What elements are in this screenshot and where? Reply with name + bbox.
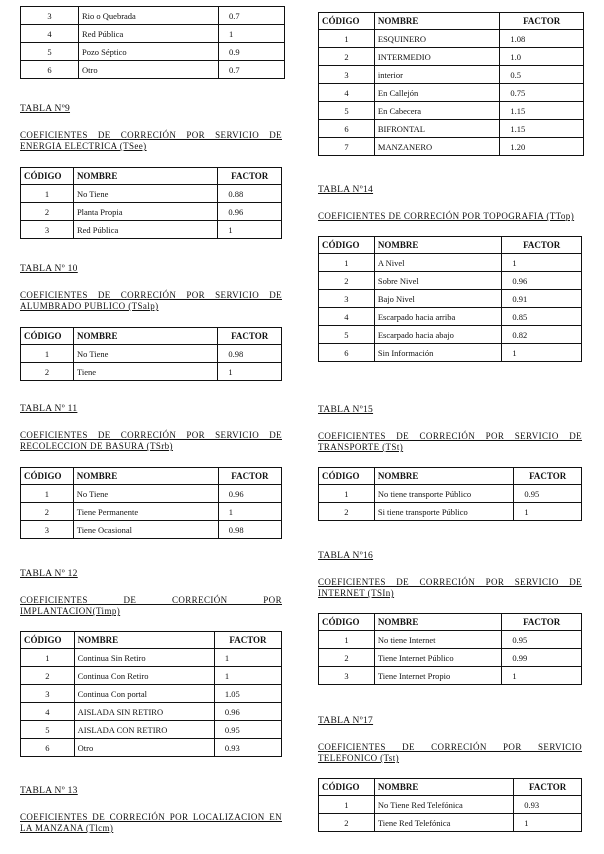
cell-name: Otro — [74, 739, 214, 757]
cell-name: Sobre Nivel — [374, 272, 502, 290]
table-15-section — [318, 405, 582, 521]
table-12 — [20, 631, 282, 757]
cell-name: No Tiene — [73, 485, 218, 503]
cell-code: 1 — [319, 796, 375, 814]
cell-code: 2 — [319, 503, 375, 521]
header-factor: FACTOR — [218, 468, 281, 485]
cell-name: Pozo Séptico — [79, 43, 219, 61]
table-16-section — [318, 551, 582, 685]
table-15 — [318, 467, 582, 521]
table-row — [319, 290, 582, 308]
header-code: CÓDIGO — [319, 614, 375, 631]
table-13 — [318, 12, 584, 156]
cell-code: 3 — [319, 667, 375, 685]
cell-name: ESQUINERO — [374, 30, 499, 48]
table-body — [21, 185, 282, 239]
table-row — [319, 120, 584, 138]
table-row — [21, 667, 282, 685]
table-body — [319, 631, 582, 685]
table-15-title: TABLA Nº15 — [318, 405, 374, 415]
table-16-description: COEFICIENTES DE CORRECIÓN POR SERVICIO DE INTERNET (TSIn) — [318, 577, 582, 598]
header-factor: FACTOR — [502, 614, 582, 631]
header-name: NOMBRE — [374, 614, 502, 631]
table-17 — [318, 778, 582, 832]
table-row — [21, 61, 285, 79]
table-body — [319, 796, 582, 832]
table-body — [21, 649, 282, 757]
table-row — [21, 203, 282, 221]
cell-code: 4 — [21, 703, 75, 721]
cell-factor: 1 — [502, 344, 582, 362]
table-header-row — [21, 168, 282, 185]
table-8-tail-block — [20, 6, 285, 79]
header-factor: FACTOR — [502, 237, 582, 254]
table-16 — [318, 613, 582, 685]
cell-factor: 0.99 — [502, 649, 582, 667]
cell-code: 5 — [319, 102, 375, 120]
cell-code: 1 — [21, 649, 75, 667]
cell-name: AISLADA SIN RETIRO — [74, 703, 214, 721]
cell-name: No tiene transporte Público — [374, 485, 513, 503]
table-row — [319, 102, 584, 120]
cell-factor: 0.96 — [218, 485, 281, 503]
header-name: NOMBRE — [73, 328, 217, 345]
table-9 — [20, 167, 282, 239]
table-9-section — [20, 104, 282, 239]
table-17-description: COEFICIENTES DE CORRECIÓN POR SERVICIO TELEFONICO (Tst) — [318, 742, 582, 763]
cell-factor: 0.75 — [500, 84, 584, 102]
cell-factor: 0.93 — [514, 796, 582, 814]
cell-code: 4 — [319, 308, 375, 326]
header-name: NOMBRE — [374, 468, 513, 485]
cell-name: Bajo Nivel — [374, 290, 502, 308]
table-header-row — [21, 632, 282, 649]
cell-factor: 1.20 — [500, 138, 584, 156]
table-14-title: TABLA Nº14 — [318, 185, 374, 195]
cell-name: No Tiene Red Telefónica — [374, 796, 513, 814]
table-10-section — [20, 264, 282, 381]
cell-factor: 1 — [514, 503, 582, 521]
header-code: CÓDIGO — [319, 13, 375, 30]
table-row — [319, 631, 582, 649]
table-row — [21, 703, 282, 721]
table-body — [319, 485, 582, 521]
cell-factor: 0.88 — [218, 185, 282, 203]
table-row — [21, 685, 282, 703]
cell-code: 5 — [21, 721, 75, 739]
cell-name: Tiene Permanente — [73, 503, 218, 521]
table-row — [319, 308, 582, 326]
cell-factor: 0.95 — [514, 485, 582, 503]
cell-name: MANZANERO — [374, 138, 499, 156]
cell-code: 4 — [21, 25, 79, 43]
table-row — [319, 667, 582, 685]
cell-name: Sin Información — [374, 344, 502, 362]
table-header-row — [21, 328, 282, 345]
cell-name: Escarpado hacia abajo — [374, 326, 502, 344]
cell-name: Tiene Red Telefónica — [374, 814, 513, 832]
cell-factor: 1.15 — [500, 120, 584, 138]
cell-name: Escarpado hacia arriba — [374, 308, 502, 326]
table-row — [319, 485, 582, 503]
table-12-section — [20, 569, 282, 757]
table-row — [21, 363, 282, 381]
cell-code: 6 — [21, 61, 79, 79]
table-14 — [318, 236, 582, 362]
header-code: CÓDIGO — [21, 168, 74, 185]
cell-name: En Cabecera — [374, 102, 499, 120]
cell-code: 2 — [21, 203, 74, 221]
cell-factor: 1.15 — [500, 102, 584, 120]
table-13-section — [20, 786, 282, 834]
cell-name: Tiene Ocasional — [73, 521, 218, 539]
cell-code: 1 — [319, 485, 375, 503]
cell-name: Otro — [79, 61, 219, 79]
table-body — [319, 254, 582, 362]
cell-name: Continua Con Retiro — [74, 667, 214, 685]
cell-name: Planta Propia — [73, 203, 217, 221]
header-factor: FACTOR — [214, 632, 281, 649]
table-12-title: TABLA Nº 12 — [20, 569, 78, 579]
table-16-title: TABLA Nº16 — [318, 551, 374, 561]
table-row — [319, 796, 582, 814]
cell-code: 3 — [21, 221, 74, 239]
header-factor: FACTOR — [218, 168, 282, 185]
cell-code: 2 — [319, 48, 375, 66]
header-name: NOMBRE — [73, 468, 218, 485]
cell-code: 3 — [21, 685, 75, 703]
table-row — [319, 503, 582, 521]
header-code: CÓDIGO — [319, 468, 375, 485]
header-factor: FACTOR — [500, 13, 584, 30]
table-11-title: TABLA Nº 11 — [20, 404, 78, 414]
cell-factor: 0.96 — [218, 203, 282, 221]
cell-code: 3 — [319, 66, 375, 84]
table-row — [21, 7, 285, 25]
header-name: NOMBRE — [74, 632, 214, 649]
table-row — [319, 272, 582, 290]
cell-name: No tiene Internet — [374, 631, 502, 649]
table-row — [21, 485, 282, 503]
header-name: NOMBRE — [374, 13, 499, 30]
header-name: NOMBRE — [374, 779, 513, 796]
cell-code: 1 — [319, 30, 375, 48]
header-factor: FACTOR — [218, 328, 282, 345]
cell-name: No Tiene — [73, 185, 217, 203]
header-code: CÓDIGO — [21, 632, 75, 649]
cell-factor: 1 — [219, 25, 285, 43]
cell-factor: 0.91 — [502, 290, 582, 308]
table-10-description: COEFICIENTES DE CORRECIÓN POR SERVICIO DE ALUMBRADO PUBLICO (TSalp) — [20, 290, 282, 311]
cell-name: interior — [374, 66, 499, 84]
table-body — [21, 485, 282, 539]
table-row — [21, 345, 282, 363]
table-15-description: COEFICIENTES DE CORRECIÓN POR SERVICIO DE TRANSPORTE (TSt) — [318, 431, 582, 452]
table-row — [21, 649, 282, 667]
cell-code: 7 — [319, 138, 375, 156]
cell-factor: 0.96 — [214, 703, 281, 721]
cell-code: 2 — [21, 667, 75, 685]
cell-code: 1 — [319, 254, 375, 272]
table-row — [319, 48, 584, 66]
cell-factor: 0.7 — [219, 7, 285, 25]
cell-code: 2 — [21, 363, 74, 381]
table-14-description: COEFICIENTES DE CORRECIÓN POR TOPOGRAFIA (TTop) — [318, 211, 575, 221]
table-17-section — [318, 716, 582, 832]
table-13-block — [318, 12, 584, 156]
header-name: NOMBRE — [73, 168, 217, 185]
table-row — [21, 185, 282, 203]
cell-name: No Tiene — [73, 345, 217, 363]
cell-factor: 0.5 — [500, 66, 584, 84]
table-row — [319, 649, 582, 667]
cell-code: 2 — [319, 814, 375, 832]
header-code: CÓDIGO — [21, 328, 74, 345]
cell-name: Continua Con portal — [74, 685, 214, 703]
header-code: CÓDIGO — [21, 468, 74, 485]
table-13-description: COEFICIENTES DE CORRECIÓN POR LOCALIZACION EN LA MANZANA (Tlcm) — [20, 812, 282, 833]
table-header-row — [21, 468, 282, 485]
cell-factor: 0.85 — [502, 308, 582, 326]
table-header-row — [319, 779, 582, 796]
table-row — [319, 84, 584, 102]
cell-name: Rio o Quebrada — [79, 7, 219, 25]
cell-factor: 1.08 — [500, 30, 584, 48]
cell-factor: 1 — [218, 363, 282, 381]
cell-code: 1 — [21, 345, 74, 363]
table-11-description: COEFICIENTES DE CORRECIÓN POR SERVICIO DE RECOLECCION DE BASURA (TSrb) — [20, 430, 282, 451]
header-code: CÓDIGO — [319, 779, 375, 796]
header-name: NOMBRE — [374, 237, 502, 254]
cell-code: 3 — [21, 7, 79, 25]
table-14-section — [318, 185, 582, 362]
table-row — [21, 739, 282, 757]
cell-factor: 0.98 — [218, 521, 281, 539]
table-11 — [20, 467, 282, 539]
cell-code: 6 — [21, 739, 75, 757]
table-10 — [20, 327, 282, 381]
table-row — [319, 254, 582, 272]
table-row — [21, 521, 282, 539]
cell-factor: 1 — [514, 814, 582, 832]
table-header-row — [319, 237, 582, 254]
cell-factor: 1 — [502, 254, 582, 272]
cell-name: Si tiene transporte Público — [374, 503, 513, 521]
cell-name: En Callejón — [374, 84, 499, 102]
table-9-title: TABLA Nº9 — [20, 104, 71, 114]
cell-name: BIFRONTAL — [374, 120, 499, 138]
cell-factor: 1.05 — [214, 685, 281, 703]
table-body — [21, 345, 282, 381]
cell-name: INTERMEDIO — [374, 48, 499, 66]
table-8-tail — [20, 6, 285, 79]
cell-code: 5 — [319, 326, 375, 344]
cell-factor: 1 — [502, 667, 582, 685]
cell-factor: 1 — [214, 667, 281, 685]
table-header-row — [319, 614, 582, 631]
cell-name: Red Pública — [73, 221, 217, 239]
table-row — [319, 138, 584, 156]
cell-name: Tiene Internet Público — [374, 649, 502, 667]
cell-factor: 0.9 — [219, 43, 285, 61]
cell-factor: 0.82 — [502, 326, 582, 344]
table-17-title: TABLA Nº17 — [318, 716, 374, 726]
table-body — [21, 7, 285, 79]
table-row — [21, 25, 285, 43]
table-13-title: TABLA Nº 13 — [20, 786, 78, 796]
cell-code: 6 — [319, 344, 375, 362]
table-body — [319, 30, 584, 156]
table-row — [319, 344, 582, 362]
cell-name: Tiene Internet Propio — [374, 667, 502, 685]
table-row — [21, 503, 282, 521]
cell-code: 5 — [21, 43, 79, 61]
table-row — [319, 326, 582, 344]
cell-factor: 1 — [214, 649, 281, 667]
table-header-row — [319, 13, 584, 30]
cell-factor: 0.7 — [219, 61, 285, 79]
table-row — [319, 814, 582, 832]
table-10-title: TABLA Nº 10 — [20, 264, 78, 274]
table-row — [21, 721, 282, 739]
table-11-section — [20, 404, 282, 539]
cell-code: 3 — [21, 521, 74, 539]
table-12-description: COEFICIENTES DE CORRECIÓN POR IMPLANTACION(Timp) — [20, 595, 282, 616]
cell-code: 3 — [319, 290, 375, 308]
cell-factor: 0.95 — [214, 721, 281, 739]
cell-code: 4 — [319, 84, 375, 102]
table-row — [21, 221, 282, 239]
cell-name: Tiene — [73, 363, 217, 381]
cell-name: AISLADA CON RETIRO — [74, 721, 214, 739]
cell-factor: 0.96 — [502, 272, 582, 290]
table-header-row — [319, 468, 582, 485]
table-row — [319, 66, 584, 84]
cell-code: 1 — [21, 485, 74, 503]
header-code: CÓDIGO — [319, 237, 375, 254]
cell-name: Red Pública — [79, 25, 219, 43]
table-row — [21, 43, 285, 61]
cell-factor: 0.95 — [502, 631, 582, 649]
cell-code: 1 — [21, 185, 74, 203]
cell-factor: 1.0 — [500, 48, 584, 66]
cell-code: 1 — [319, 631, 375, 649]
cell-name: A Nivel — [374, 254, 502, 272]
cell-factor: 0.98 — [218, 345, 282, 363]
cell-code: 2 — [21, 503, 74, 521]
table-9-description: COEFICIENTES DE CORRECIÓN POR SERVICIO DE ENERGIA ELECTRICA (TSee) — [20, 130, 282, 151]
cell-factor: 0.93 — [214, 739, 281, 757]
cell-factor: 1 — [218, 221, 282, 239]
cell-code: 2 — [319, 272, 375, 290]
header-factor: FACTOR — [514, 468, 582, 485]
cell-code: 6 — [319, 120, 375, 138]
cell-factor: 1 — [218, 503, 281, 521]
header-factor: FACTOR — [514, 779, 582, 796]
table-row — [319, 30, 584, 48]
cell-code: 2 — [319, 649, 375, 667]
cell-name: Continua Sin Retiro — [74, 649, 214, 667]
